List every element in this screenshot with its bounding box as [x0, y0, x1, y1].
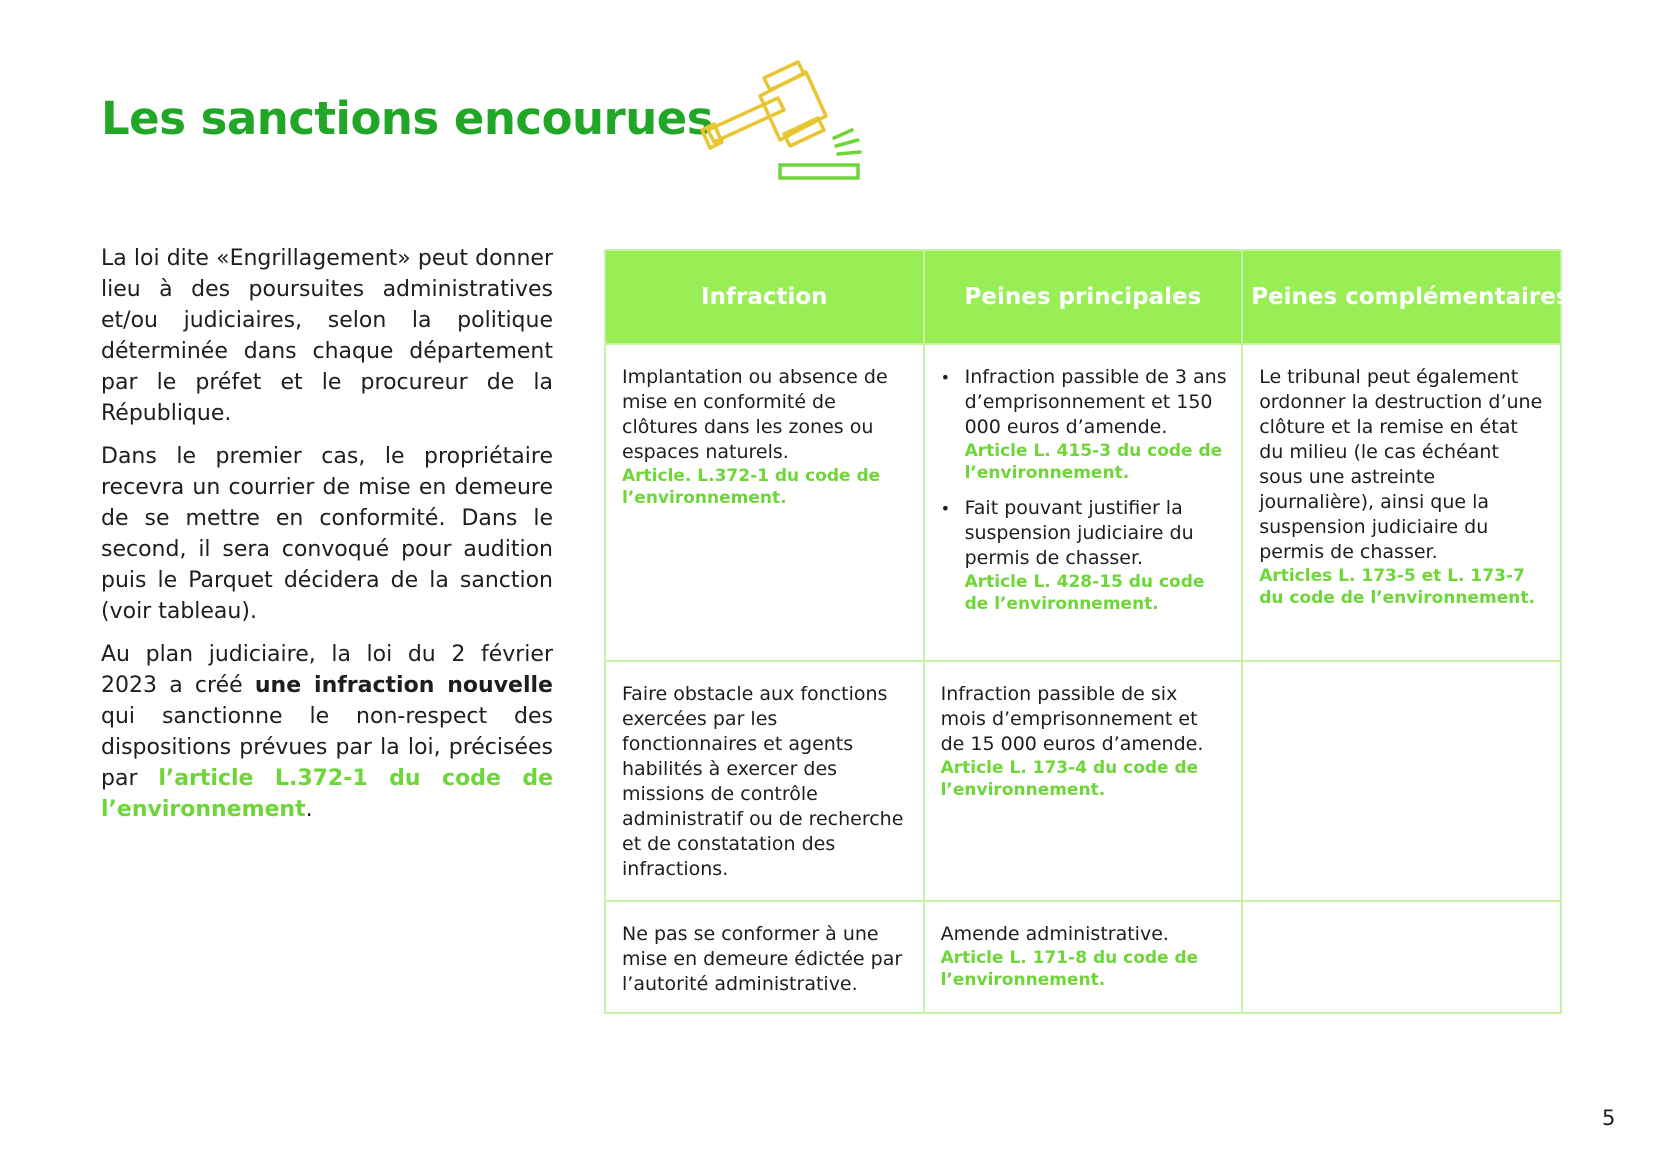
gavel-icon: [700, 50, 890, 190]
page-number: 5: [1602, 1106, 1616, 1130]
table-row: [605, 901, 1561, 1013]
intro-paragraph-3: [101, 639, 553, 825]
cell-reference: Article. L.372-1 du code de l’environnement.: [622, 466, 881, 508]
cell-peines-principales: [924, 661, 1243, 901]
intro-p3-end: .: [305, 797, 313, 822]
intro-paragraph-2: Dans le premier cas, le propriétaire recevra un courrier de mise en demeure de se mettre en conformité. Dans le second, il sera convoqué pour audition puis le Parquet décidera de la sanction (voir tableau).: [101, 444, 553, 624]
cell-peines-complementaires: [1242, 661, 1561, 901]
intro-text: [101, 243, 553, 837]
cell-reference: Article L. 171-8 du code de l’environnement.: [940, 948, 1199, 990]
header-peines-complementaires: Peines complémentaires: [1242, 250, 1561, 344]
table-header-row: [605, 250, 1561, 344]
intro-p3-start: Au plan judiciaire, la loi du 2 février 2023 a créé: [101, 642, 553, 698]
intro-p3-bold: une infraction nouvelle: [254, 673, 553, 698]
sanctions-table: [604, 249, 1570, 1014]
cell-text: Implantation ou absence de mise en conformité de clôtures dans les zones ou espaces naturels.: [622, 366, 888, 463]
cell-infraction: [605, 344, 924, 661]
cell-reference: Articles L. 173-5 et L. 173-7 du code de l’environnement.: [1259, 566, 1535, 608]
header-peines-principales: Peines principales: [924, 250, 1243, 344]
table-row: [605, 344, 1561, 661]
cell-text: Infraction passible de six mois d’emprisonnement et de 15 000 euros d’amende.: [940, 683, 1204, 755]
list-item: [941, 496, 1228, 615]
intro-paragraph-1: La loi dite «Engrillagement» peut donner lieu à des poursuites administratives et/ou judiciaires, selon la politique déterminée dans chaque département par le préfet et le procureur de la République.: [101, 246, 553, 426]
cell-text: Faire obstacle aux fonctions exercées par les fonctionnaires et agents habilités à exercer des missions de contrôle administratif ou de recherche et de constatation des infractions.: [622, 683, 904, 880]
cell-text: Le tribunal peut également ordonner la destruction d’une clôture et la remise en état du milieu (le cas échéant sous une astreinte journalière), ainsi que la suspension judiciaire du permis de chasser.: [1259, 366, 1543, 563]
cell-text: Amende administrative.: [940, 923, 1169, 945]
cell-reference: Article L. 173-4 du code de l’environnement.: [940, 758, 1199, 800]
intro-p3-middle: qui sanctionne le non-respect des dispositions prévues par la loi, précisées par: [101, 704, 553, 791]
cell-text: Infraction passible de 3 ans d’emprisonnement et 150 000 euros d’amende.: [964, 366, 1227, 438]
cell-peines-complementaires: [1242, 344, 1561, 661]
table-row: [605, 661, 1561, 901]
bullet-list: [941, 365, 1228, 615]
article-link[interactable]: l’article L.372-1 du code de l’environnement: [101, 766, 554, 822]
header-infraction: Infraction: [605, 250, 924, 344]
cell-infraction: [605, 661, 924, 901]
cell-peines-complementaires: [1242, 901, 1561, 1013]
cell-peines-principales: [924, 344, 1243, 661]
cell-peines-principales: [924, 901, 1243, 1013]
cell-text: Ne pas se conformer à une mise en demeure édictée par l’autorité administrative.: [622, 923, 903, 995]
cell-text: Fait pouvant justifier la suspension judiciaire du permis de chasser.: [964, 497, 1194, 569]
cell-reference: Article L. 415-3 du code de l’environnement.: [964, 441, 1223, 483]
list-item: [941, 365, 1228, 484]
page-title: Les sanctions encourues: [101, 92, 714, 145]
cell-reference: Article L. 428-15 du code de l’environnement.: [964, 572, 1205, 614]
cell-infraction: [605, 901, 924, 1013]
